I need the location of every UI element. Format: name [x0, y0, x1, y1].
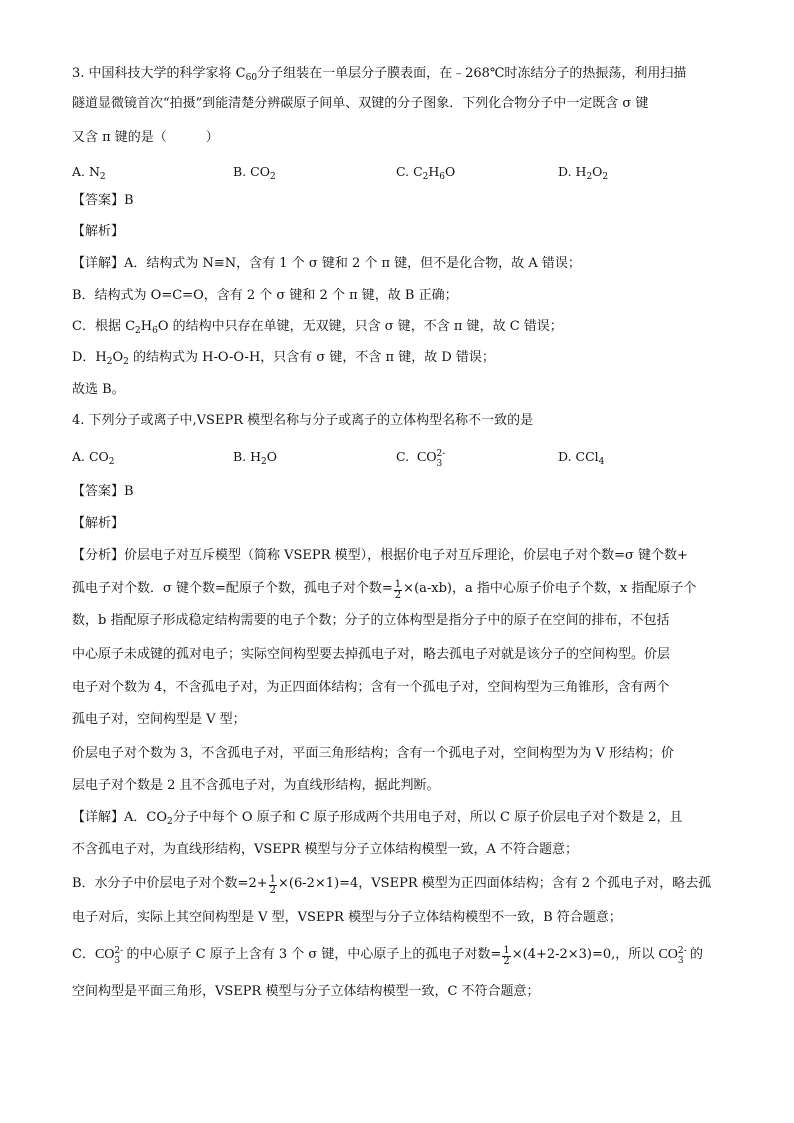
- q4-fenxi-line-4: 中心原子未成键的孤对电子；实际空间构型要去掉孤电子对，略去孤电子对就是该分子的空间构型。价层: [72, 647, 671, 662]
- q4-fenxi-line-2: 孤电子对个数．σ 键个数=配原子个数，孤电子对个数= $\frac{1}{2}$ ×(a-xb)，a 指中心原子价电子个数，x 指配原子个: [72, 579, 697, 601]
- q4-fenxi-line-6: 孤电子对，空间构型是 V 型；: [72, 712, 246, 727]
- q3-detail-c: C．根据 $C_2H_6O$ 的结构中只存在单键，无双键，只含 σ 键，不含 π 键，故 C 错误；: [72, 319, 563, 336]
- q4-xiangjie-b-line-2: 电子对后，实际上其空间构型是 V 型，VSEPR 模型与分子立体结构模型不一致，B 符合题意；: [72, 910, 622, 925]
- q3-conclusion: 故选 B。: [72, 382, 125, 397]
- q3-stem-line-2: 隧道显微镜首次“拍摄”到能清楚分辨碳原子间单、双键的分子图象．下列化合物分子中一定既含 σ 键: [72, 96, 649, 111]
- q4-xiangjie-b-line-1: B．水分子中价层电子对个数=2+ $\frac{1}{2}$ ×(6-2×1)=4，VSEPR 模型为正四面体结构；含有 2 个孤电子对，略去孤: [72, 874, 712, 896]
- q4-xiangjie-a-line-1: 【详解】A．$CO_2$分子中每个 O 原子和 C 原子形成两个共用电子对，所以 C 原子价层电子对个数是 2，且: [72, 810, 683, 827]
- q3-detail-a: 【详解】A．结构式为 N≡N，含有 1 个 σ 键和 2 个 π 键，但不是化合物，故 A 错误；: [72, 256, 581, 271]
- q4-fenxi-line-3: 数，b 指配原子形成稳定结构需要的电子个数；分子的立体构型是指分子中的原子在空间的排布，不包括: [72, 613, 670, 628]
- q4-option-d: D. CCl$_4$: [558, 449, 605, 467]
- q4-stem: 4. 下列分子或离子中,VSEPR 模型名称与分子或离子的立体构型名称不一致的是: [72, 413, 534, 428]
- fraction-half: $\frac{1}{2}$: [394, 579, 402, 601]
- q4-xiangjie-c-line-1: C．CO 2- 3 的中心原子 C 原子上含有 3 个 σ 键，中心原子上的孤电子对数= $\frac{1}{2}$ ×(4+2-2×3)=0,，所以 CO 2- 3 的: [72, 945, 704, 967]
- q4-option-a: A. $CO_2$: [72, 449, 115, 467]
- q3-detail-b: B．结构式为 O=C=O，含有 2 个 σ 键和 2 个 π 键，故 B 正确；: [72, 288, 458, 303]
- q3-detail-d: D．$H_2O_2$ 的结构式为 H-O-O-H，只含有 σ 键，不含 π 键，故 D 错误；: [72, 350, 495, 367]
- q4-fenxi-line-7: 价层电子对个数为 3，不含孤电子对，平面三角形结构；含有一个孤电子对，空间构型为为 V 形结构；价: [72, 746, 675, 761]
- q3-option-d: D. $H_2O_2$: [558, 164, 609, 182]
- q4-fenxi-line-5: 电子对个数为 4，不含孤电子对，为正四面体结构；含有一个孤电子对，空间构型为三角锥形，含有两个: [72, 680, 670, 695]
- q3-stem-line-3: 又含 π 键的是（ ）: [72, 130, 219, 145]
- q4-analysis-label: 【解析】: [72, 516, 125, 531]
- fraction-half: $\frac{1}{2}$: [503, 945, 510, 967]
- q4-fenxi-line-8: 层电子对个数是 2 且不含孤电子对，为直线形结构，据此判断。: [72, 778, 440, 793]
- fraction-half: $\frac{1}{2}$: [269, 874, 276, 896]
- q3-stem-line-1: 3. 中国科技大学的科学家将 $C_{60}$分子组装在一单层分子膜表面，在﹣268℃时冻结分子的热振荡，利用扫描: [72, 66, 687, 83]
- q3-option-c: C. $C_2H_6O$: [396, 164, 456, 182]
- q3-answer: 【答案】B: [72, 193, 134, 208]
- q3-option-a: A. $N_2$: [72, 164, 106, 182]
- q3-option-b: B. $CO_2$: [233, 164, 276, 182]
- q3-analysis-label: 【解析】: [72, 224, 125, 239]
- q4-fenxi-line-1: 【分析】价层电子对互斥模型（简称 VSEPR 模型），根据价电子对互斥理论，价层电子对个数=σ 键个数+: [72, 548, 688, 563]
- q4-option-c: C. CO 2- 3: [396, 449, 446, 469]
- q4-option-b: B. $H_2O$: [233, 449, 278, 467]
- q4-xiangjie-a-line-2: 不含孤电子对，为直线形结构，VSEPR 模型与分子立体结构模型一致，A 不符合题意；: [72, 842, 578, 857]
- q4-xiangjie-c-line-2: 空间构型是平面三角形，VSEPR 模型与分子立体结构模型一致，C 不符合题意；: [72, 984, 540, 999]
- q4-answer: 【答案】B: [72, 484, 134, 499]
